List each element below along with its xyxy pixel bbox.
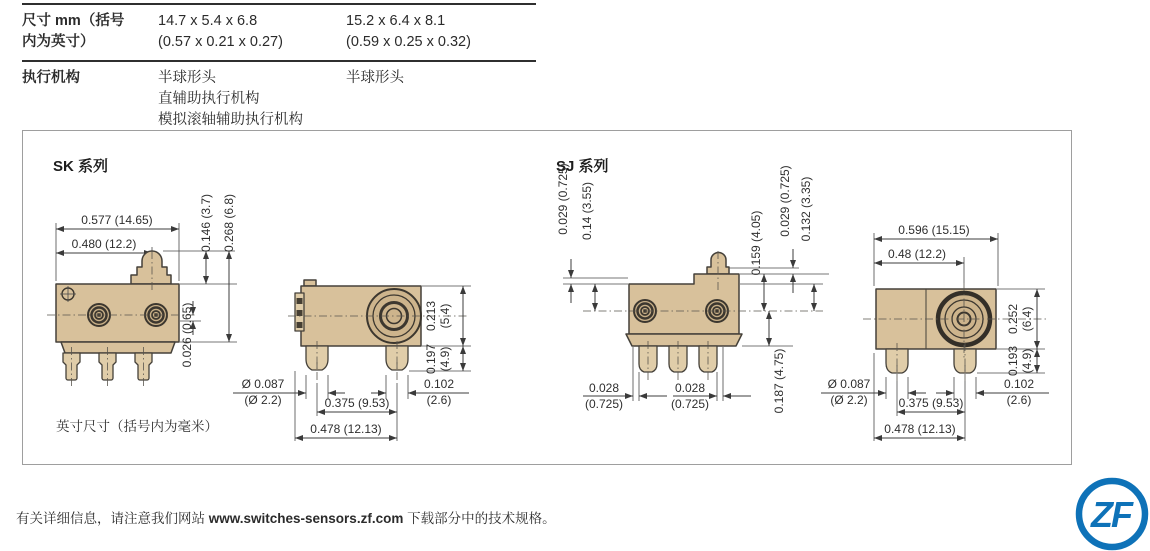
sj-dim-hole-inch: Ø 0.087 [827,377,871,391]
sj-dim-hole-mm: (Ø 2.2) [830,393,868,407]
sj-dim-depth-inch: 0.252 [1006,303,1020,335]
sk-dim-width-outer: 0.577 (14.65) [81,213,153,227]
sj-size-inch: (0.59 x 0.25 x 0.32) [346,34,471,50]
sk-dim-offset: 0.026 (0.65) [180,302,194,368]
sj-dim-height-right: 0.132 (3.35) [799,176,813,242]
sj-dim-pitch: 0.375 (9.53) [898,396,964,410]
sk-dim-leg-inch: 0.197 [424,343,438,375]
sk-dim-span: 0.478 (12.13) [310,422,382,436]
sj-dim-gap2-inch: 0.028 [674,381,706,395]
zf-logo-text: ZF [1091,494,1131,535]
spec-dimensions-sj [346,11,536,53]
spec-row-actuator [22,62,536,140]
sk-dim-legwidth-inch: 0.102 [423,377,455,391]
sk-dim-width-inner: 0.480 (12.2) [71,237,137,251]
spec-label-dimensions [22,11,158,53]
dimension-drawings [23,131,1071,464]
sj-dim-height-left: 0.14 (3.55) [580,181,594,241]
sk-dim-depth-inch: 0.213 [424,300,438,332]
sk-dim-total-height: 0.268 (6.8) [222,193,236,253]
sk-dim-pitch: 0.375 (9.53) [324,396,390,410]
sj-dim-gap1-mm: (0.725) [584,397,624,411]
spec-label-line1: 尺寸 mm（括号 [22,13,125,29]
sj-dim-width-inner: 0.48 (12.2) [887,247,947,261]
sj-dim-step-right: 0.029 (0.725) [778,165,792,237]
sk-actuator-3: 模拟滚轴辅助执行机构 [158,112,303,128]
spec-label-actuator: 执行机构 [22,70,80,86]
sj-side-view [821,223,1049,441]
spec-actuator-sk [158,68,346,131]
sj-front-view [556,163,829,413]
spec-dimensions-sk [158,11,346,53]
spec-actuator-sj [346,68,536,131]
sj-series-title: SJ 系列 [556,158,609,175]
spec-table [22,3,536,140]
sk-dim-hole-mm: (Ø 2.2) [244,393,282,407]
sk-size-mm: 14.7 x 5.4 x 6.8 [158,13,258,29]
sk-actuator-2: 直辅助执行机构 [158,91,260,107]
sk-dim-leg-mm: (4.9) [438,346,452,372]
sj-dim-leg-inch: 0.193 [1006,345,1020,377]
sk-dim-legwidth-mm: (2.6) [426,393,452,407]
sk-dim-plunger-height: 0.146 (3.7) [199,193,213,253]
sj-actuator-1: 半球形头 [346,70,404,86]
sj-dim-leg-mm: (4.9) [1020,348,1034,374]
dimension-drawings-panel [22,130,1072,465]
footer-website: www.switches-sensors.zf.com [208,511,404,526]
footer-note [16,507,556,527]
units-note: 英寸尺寸（括号内为毫米） [56,419,218,434]
sk-dim-hole-inch: Ø 0.087 [241,377,285,391]
sj-dim-step-left: 0.029 (0.725) [556,163,570,235]
footer-text-after: 下载部分中的技术规格。 [403,511,556,526]
sk-front-view [47,194,237,389]
zf-logo [1075,477,1149,551]
sj-dim-legwidth-inch: 0.102 [1003,377,1035,391]
sk-actuator-1: 半球形头 [158,70,216,86]
sk-size-inch: (0.57 x 0.21 x 0.27) [158,34,283,50]
sj-size-mm: 15.2 x 6.4 x 8.1 [346,13,446,29]
sk-series-title: SK 系列 [53,158,109,175]
sj-dim-plunger-height: 0.159 (4.05) [749,210,763,276]
sj-dim-span: 0.478 (12.13) [884,422,956,436]
sj-dim-lower-height: 0.187 (4.75) [772,348,786,414]
sk-dim-depth-mm: (5.4) [438,303,452,329]
spec-row-dimensions [22,5,536,62]
sj-dim-legwidth-mm: (2.6) [1006,393,1032,407]
sj-dim-depth-mm: (6.4) [1020,306,1034,332]
sj-dim-gap2-mm: (0.725) [670,397,710,411]
footer-text-before: 有关详细信息，请注意我们网站 [16,511,209,526]
spec-label-line2: 内为英寸） [22,34,95,50]
sj-dim-width-outer: 0.596 (15.15) [898,223,970,237]
sj-dim-gap1-inch: 0.028 [588,381,620,395]
sk-side-view [233,280,471,441]
